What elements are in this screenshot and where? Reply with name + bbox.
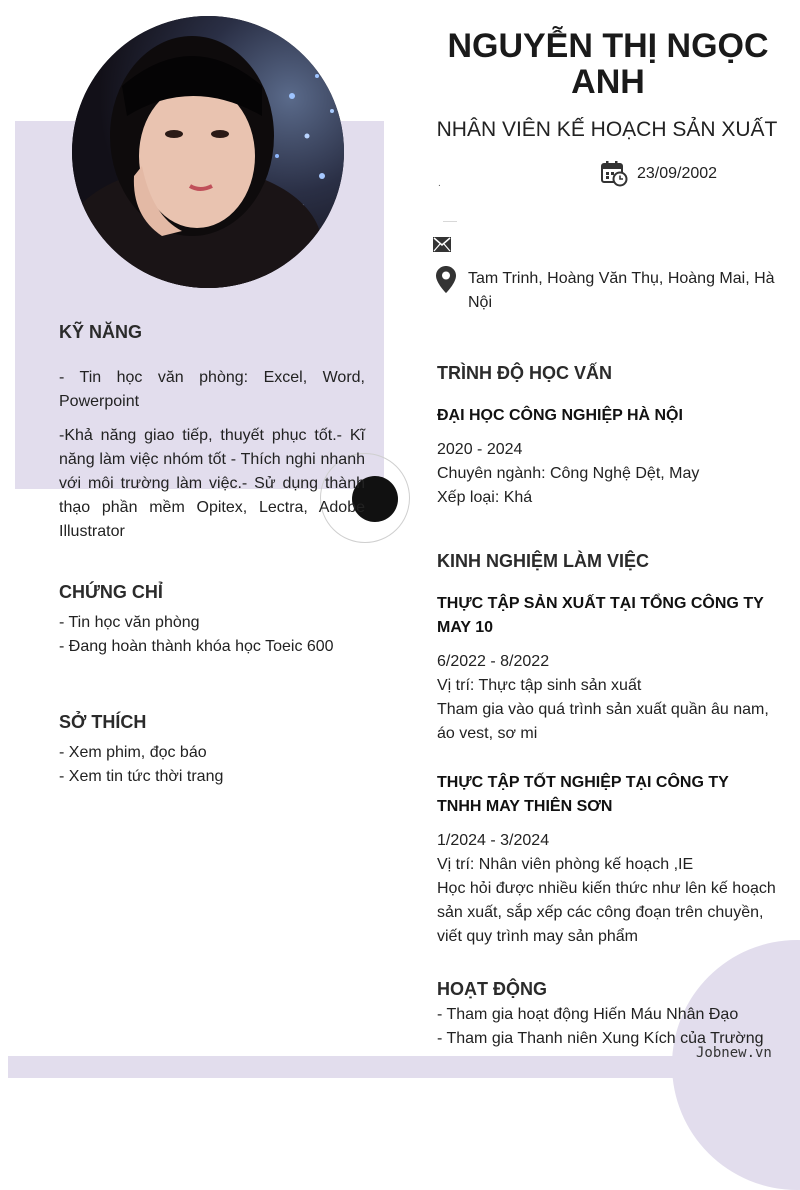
activity-item: - Tham gia Thanh niên Xung Kích của Trường xyxy=(437,1030,764,1047)
hobby-item: - Xem tin tức thời trang xyxy=(59,768,224,785)
map-pin-icon xyxy=(436,266,456,293)
calendar-icon xyxy=(601,161,628,187)
certificates-heading: CHỨNG CHỈ xyxy=(59,582,163,602)
activity-item: - Tham gia hoạt động Hiến Máu Nhân Đạo xyxy=(437,1006,739,1023)
certificate-item: - Đang hoàn thành khóa học Toeic 600 xyxy=(59,638,334,655)
school-name: ĐẠI HỌC CÔNG NGHIỆP HÀ NỘI xyxy=(437,407,683,424)
job-entry-period: 1/2024 - 3/2024 xyxy=(437,832,550,849)
contact-divider xyxy=(443,221,457,222)
job-entry-description: Tham gia vào quá trình sản xuất quần âu nam, áo vest, sơ mi xyxy=(437,701,769,742)
certificate-item: - Tin học văn phòng xyxy=(59,614,200,631)
experience-section xyxy=(437,551,777,949)
activities-heading: HOẠT ĐỘNG xyxy=(437,979,547,999)
hobby-item: - Xem phim, đọc báo xyxy=(59,744,207,761)
hobbies-section xyxy=(59,712,365,789)
bottom-band xyxy=(8,1056,800,1078)
education-period: 2020 - 2024 xyxy=(437,441,523,458)
job-entry-title: THỰC TẬP TỐT NGHIỆP TẠI CÔNG TY TNHH MAY THIÊN SƠN xyxy=(437,774,729,815)
job-entry-role: Vị trí: Nhân viên phòng kế hoạch ,IE xyxy=(437,856,694,873)
candidate-name: NGUYỄN THỊ NGỌC ANH xyxy=(447,27,769,101)
hobbies-heading: SỞ THÍCH xyxy=(59,712,147,732)
job-title: NHÂN VIÊN KẾ HOẠCH SẢN XUẤT xyxy=(436,118,778,141)
watermark: Jobnew.vn xyxy=(696,1045,772,1061)
education-section xyxy=(437,363,777,510)
skills-item: -Khả năng giao tiếp, thuyết phục tốt.- Kĩ năng làm việc nhóm tốt - Thích nghi nhanh với môi trường làm việc.- Sử dụng thành thạo phần mềm Opitex, Lectra, Adobe Illustrator xyxy=(59,427,365,540)
envelope-icon xyxy=(433,236,451,253)
job-entry-description: Học hỏi được nhiều kiến thức như lên kế hoạch sản xuất, sắp xếp các công đoạn trên chuyền, viết quy trình may sản phẩm xyxy=(437,880,776,945)
contact-placeholder-mark: . xyxy=(438,178,441,189)
certificates-section xyxy=(59,582,365,659)
birthday-text: 23/09/2002 xyxy=(637,165,718,182)
address-text: Tam Trinh, Hoàng Văn Thụ, Hoàng Mai, Hà Nội xyxy=(468,270,775,311)
profile-photo xyxy=(72,16,344,288)
experience-heading: KINH NGHIỆM LÀM VIỆC xyxy=(437,551,650,571)
skills-section xyxy=(59,322,365,544)
activities-section xyxy=(437,979,782,1051)
job-entry-role: Vị trí: Thực tập sinh sản xuất xyxy=(437,677,642,694)
job-entry-period: 6/2022 - 8/2022 xyxy=(437,653,550,670)
education-major: Chuyên ngành: Công Nghệ Dệt, May xyxy=(437,465,700,482)
skills-item: - Tin học văn phòng: Excel, Word, Powerpoint xyxy=(59,369,365,410)
education-heading: TRÌNH ĐỘ HỌC VẤN xyxy=(437,363,612,383)
education-grade: Xếp loại: Khá xyxy=(437,489,533,506)
skills-heading: KỸ NĂNG xyxy=(59,322,143,342)
job-entry-title: THỰC TẬP SẢN XUẤT TẠI TỔNG CÔNG TY MAY 10 xyxy=(437,595,764,636)
